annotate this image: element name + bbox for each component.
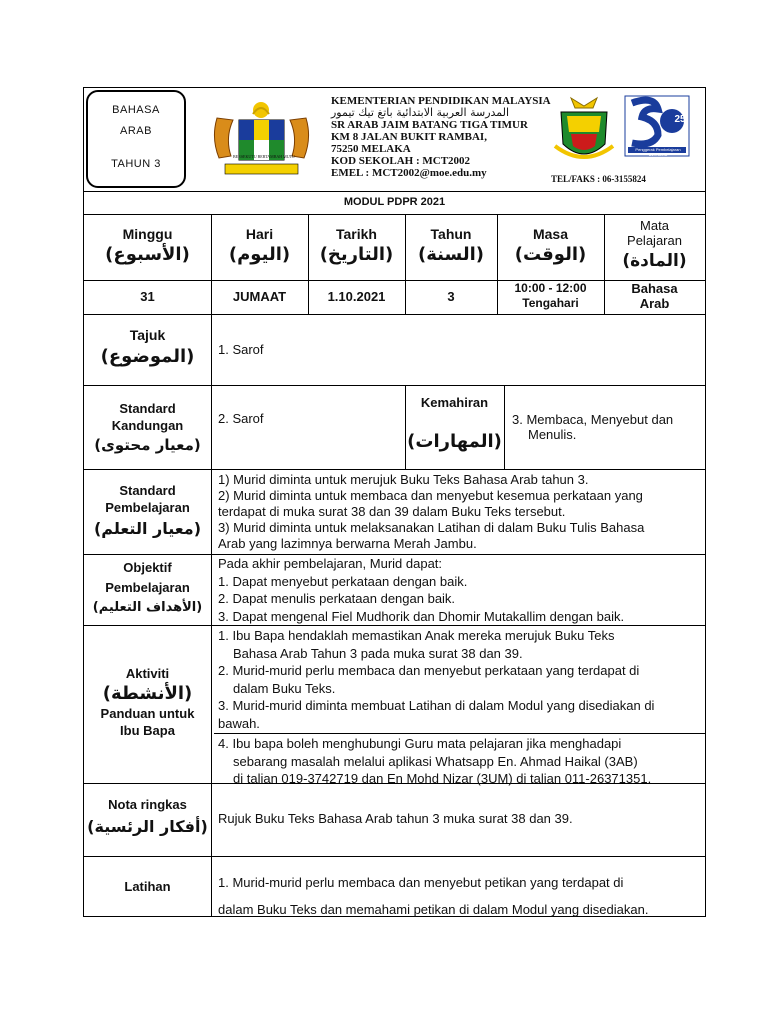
logo-caption: Penggerak Pembelajaran Bermakna: [635, 147, 681, 157]
school-info: [331, 95, 551, 179]
list-item: dalam Buku Teks.: [233, 680, 336, 696]
logo-number: 25: [674, 114, 686, 125]
objektif-list: [218, 555, 624, 625]
malaysia-crest-icon: [209, 98, 314, 180]
pdpr-module-sheet: [83, 87, 706, 917]
value-masa: 10:00 - 12:00 Tengahari: [514, 281, 587, 310]
latihan-value: 1. Murid-murid perlu membaca dan menyebut petikan yang terdapat di dalam Buku Teks dan memahami petikan di dalam Modul yang disediakan.: [218, 875, 649, 917]
standard-pembelajaran-list: [218, 472, 644, 552]
crest-motto-text: BERSEKUTU BERTAMBAH MUTU: [233, 154, 295, 159]
school-email: EMEL : MCT2002@moe.edu.my: [331, 167, 487, 179]
list-item: 2) Murid diminta untuk membaca dan menyebut kesemua perkataan yang: [218, 488, 643, 503]
ministry-name: KEMENTERIAN PENDIDIKAN MALAYSIA: [331, 95, 551, 107]
kemahiran-label: Kemahiran (المهارات): [407, 395, 502, 452]
school-address-1: KM 8 JALAN BUKIT RAMBAI,: [331, 131, 487, 143]
value-tahun: 3: [447, 289, 455, 304]
value-minggu: 31: [140, 289, 155, 304]
list-item: Pada akhir pembelajaran, Murid dapat:: [218, 556, 443, 571]
list-item: 4. Ibu bapa boleh menghubungi Guru mata pelajaran jika menghadapi: [218, 736, 622, 751]
subject-line-2: ARAB: [120, 125, 152, 137]
standard-kandungan-label: Standard Kandungan (معيار محتوى): [94, 401, 201, 454]
value-hari: JUMAAT: [232, 289, 287, 304]
header-mata-pelajaran: Mata Pelajaran (المادة): [622, 218, 687, 271]
list-item: bawah.: [218, 715, 260, 731]
subject-line-1: BAHASA: [112, 104, 160, 116]
list-item: Arab yang lazimnya berwarna Merah Jambu.: [218, 536, 477, 551]
latihan-label: Latihan: [124, 879, 171, 894]
standard-kandungan-value: 2. Sarof: [218, 411, 264, 426]
subject-line-3: TAHUN 3: [111, 158, 161, 170]
list-item: 1. Ibu Bapa hendaklah memastikan Anak mereka merujuk Buku Teks: [218, 628, 615, 643]
tajuk-label: Tajuk (الموضوع): [100, 327, 195, 367]
value-mata-pelajaran: Bahasa Arab: [631, 281, 678, 311]
list-item: 2. Dapat menulis perkataan dengan baik.: [218, 591, 456, 606]
list-item: 1) Murid diminta untuk merujuk Buku Teks Bahasa Arab tahun 3.: [218, 472, 589, 487]
list-item: di talian 019-3742719 dan En Mohd Nizar (3UM) di talian 011-26371351.: [233, 771, 652, 786]
header-masa: Masa (الوقت): [514, 226, 587, 265]
header-tarikh: Tarikh (التاريخ): [319, 226, 394, 265]
school-arabic-name: المدرسة العربية الابتدائية باتغ تيك تيمور: [331, 106, 510, 119]
kemahiran-value: 3. Membaca, Menyebut dan Menulis.: [512, 412, 674, 442]
list-item: terdapat di muka surat 38 dan 39 dalam Buku Teks tersebut.: [218, 504, 566, 519]
school-address-2: 75250 MELAKA: [331, 143, 411, 155]
school-telfax: TEL/FAKS : 06-3155824: [551, 174, 646, 184]
objektif-label: Objektif Pembelajaran (الأهداف التعليم): [92, 560, 203, 615]
aktiviti-label: Aktiviti (الأنشطة) Panduan untuk Ibu Bapa: [100, 666, 195, 738]
list-item: sebarang masalah melalui aplikasi Whatsapp En. Ahmad Haikal (3AB): [233, 753, 638, 769]
nota-value: Rujuk Buku Teks Bahasa Arab tahun 3 muka surat 38 dan 39.: [218, 811, 573, 826]
list-item: Bahasa Arab Tahun 3 pada muka surat 38 dan 39.: [233, 645, 523, 661]
school-code: KOD SEKOLAH : MCT2002: [331, 155, 471, 167]
melaka-emblem-icon: [549, 94, 619, 172]
subject-box: [86, 90, 186, 188]
module-title: MODUL PDPR 2021: [343, 196, 446, 208]
list-item: 1. Dapat menyebut perkataan dengan baik.: [218, 573, 468, 589]
tajuk-value: 1. Sarof: [218, 342, 264, 357]
nota-label: Nota ringkas (أفكار الرئسية): [87, 797, 208, 836]
list-item: 3. Murid-murid diminta membuat Latihan di dalam Modul yang disediakan di: [218, 698, 655, 713]
value-tarikh: 1.10.2021: [327, 289, 386, 304]
header-hari: Hari (اليوم): [228, 226, 291, 265]
list-item: 2. Murid-murid perlu membaca dan menyebut perkataan yang terdapat di: [218, 663, 640, 678]
header-tahun: Tahun (السنة): [418, 226, 484, 265]
list-item: 3. Dapat mengenal Fiel Mudhorik dan Dhomir Mutakallim dengan baik.: [218, 608, 625, 624]
standard-pembelajaran-label: Standard Pembelajaran (معيار التعلم): [93, 483, 201, 538]
list-item: 3) Murid diminta untuk melaksanakan Latihan di dalam Buku Tulis Bahasa: [218, 520, 645, 535]
header-minggu: Minggu (الأسبوع): [105, 226, 190, 265]
school-name: SR ARAB JAIM BATANG TIGA TIMUR: [331, 119, 528, 131]
aktiviti-list: [218, 627, 705, 788]
